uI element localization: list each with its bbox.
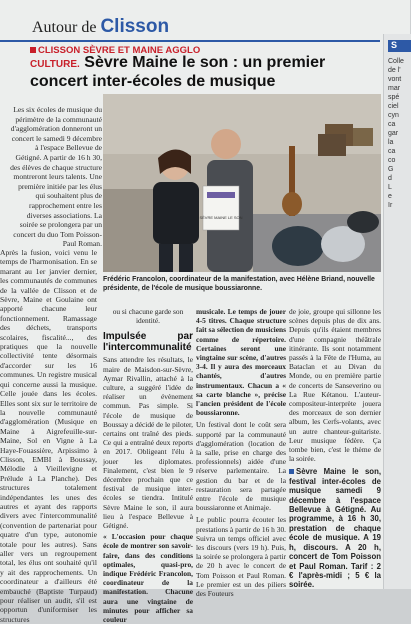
sidebar-line: Ir xyxy=(388,202,393,209)
sidebar-line: e xyxy=(388,193,392,200)
info-box xyxy=(289,467,381,589)
section-town: Clisson xyxy=(100,16,170,37)
photo-caption: Frédéric Francolon, coordinateur de la manifestation, avec Hélène Briand, nouvelle présidente, de l'école de musique boussiaronne. xyxy=(103,276,375,292)
sidebar-line: vont xyxy=(388,76,402,83)
headline-title: Sèvre Maine le son : un premier concert inter-écoles de musique xyxy=(30,54,326,90)
sidebar-line: spé xyxy=(388,94,400,101)
info-title: Sèvre Maine le son, festival inter-écoles de musique xyxy=(289,467,381,496)
intro-paragraph: Les six écoles de musique du périmètre de la communauté d'agglomération donneront un concert le samedi 9 décembre à l'espace Bellevue de Gétigné. A partir de 16 h 30, des élèves de chaque structure montreront leurs talents. Une première initiée par les élus qui souhaitent plus de rapprochement entre les diverses associations. La soirée se prolongera par un concert du duo Tom Poisson-Paul Roman. xyxy=(10,105,102,249)
column-2 xyxy=(103,307,193,624)
sidebar-tab: S xyxy=(388,40,411,52)
sidebar-line: Colle xyxy=(388,58,404,65)
sidebar-line: L xyxy=(388,184,392,191)
column-4 xyxy=(289,307,381,590)
sidebar-line: G xyxy=(388,166,394,173)
sidebar-line: de l' xyxy=(388,67,401,74)
column-2-paragraph-2: « L'occasion pour chaque école de montrer son savoir-faire, dans des conditions optimales, quasi-pro, indique Frédéric Francolon, coordinateur de la manifestation. Chacune aura une vingtaine de minutes pour afficher sa couleur xyxy=(103,532,193,624)
article-headline xyxy=(30,54,380,90)
sidebar-line: co xyxy=(388,157,396,164)
article-kicker: CLISSON SÈVRE ET MAINE AGGLO xyxy=(30,45,200,56)
info-text: samedi 9 décembre à l'espace Bellevue à Gétigné. Au programme, à 16 h 30, prestation de chaque école de musique. A 19 h, discours. A 20 h, concert de Tom Poisson et Paul Roman. Tarif : 2 € l'après-midi ; 5 € la soirée. xyxy=(289,486,382,590)
subhead-intercommunalite: Impulsée par l'intercommunalité xyxy=(103,331,193,354)
column-3-paragraph-1: musicale. Le temps de jouer 4-5 titres. Chaque structure fait sa sélection de musiciens comme de répertoire. Certaines seront une vingtaine sur scène, d'autres 3-4. Il y aura des morceaux chantés, d'autres instrumentaux. Chacun a « sa carte blanche », précise l'ancien président de l'école boussiaronne. xyxy=(196,307,286,418)
sidebar-line: la xyxy=(388,139,394,146)
column-1-text: Après la fusion, voici venu le temps de l'harmonisation. En se marant au 1er janvier dernier, les communautés de communes de la vallée de Clisson et de Sèvre, Maine et Goulaine ont apporté chacune leur fonctionnement. Ramassage des déchets, transports scolaires, fiscalité..., des pratiques que la nouvelle collectivité tente désormais d'accorder sur les 16 communes. Un registre musical qui concerne aussi la musique. Celle jouée dans les écoles. Elles sont six sur le territoire de la nouvelle communauté d'agglomération (Musique en Maine à Aigrefeuille-sur-Maine, Sol en Vigne à La Haye-Fouassière, Arpissimo à Clisson, EMBI à Boussay, Mélodie à Vieillevigne et Prélude à La Planche). Des structures totalement indépendantes les unes des autres et ayant des rapports divers avec l'intercommunalité (convention de partenariat pour quatre d'un type, autonomie totale pour les autres). Sans aller vers un regroupement total, les élus ont souhaité qu'il y ait des rapprochements. Un coordinateur a d'ailleurs été embauché (Baptiste Turpaud) pour réaliser un audit, s'il est opportun d'uniformiser les structures xyxy=(0,248,97,624)
sidebar-line: ca xyxy=(388,121,396,128)
info-square-icon xyxy=(289,469,294,474)
sidebar-line: cyn xyxy=(388,112,399,119)
sidebar-line: gar xyxy=(388,130,399,137)
column-2-lead: ou si chacune garde son identité. xyxy=(112,307,184,326)
column-3-paragraph-3: Le public pourra écouter les prestations à partir de 16 h 30. Suivra un temps officiel avec les discours (vers 19 h). Puis, la soirée se prolongera à partir de 20 h avec le concert de Tom Poisson et Paul Roman. Le premier est un des piliers des Fouteurs xyxy=(196,515,286,599)
article-photo xyxy=(103,94,381,272)
sidebar-line: ciel xyxy=(388,103,399,110)
section-prefix: Autour de xyxy=(32,19,97,36)
rubric-label: CULTURE. xyxy=(30,59,80,70)
kicker-square-icon xyxy=(30,47,36,53)
header-rule xyxy=(0,40,380,42)
sidebar-line: mar xyxy=(388,85,401,92)
section-title xyxy=(32,16,169,38)
adjacent-column xyxy=(383,34,411,589)
sidebar-line: ca xyxy=(388,148,396,155)
column-3-paragraph-2: Un festival dont le coût sera supporté par la communauté d'agglomération (location de la salle, prise en charge des professionnels) aidée d'une réserve parlementaire. La gestion du bar et de la restauration sera partagée entre l'école de musique boussiaronne et Animaje. xyxy=(196,420,286,513)
poster-text: SÈVRE MAINE LE SON xyxy=(199,215,243,220)
photo-illustration xyxy=(103,94,381,272)
column-2-paragraph-1: Sans attendre les résultats, le maire de Maisdon-sur-Sèvre, Aymar Rivallin, attaché à la culture, a suggéré l'idée de réaliser un évènement commun. Pas simple. Si l'école de musique de Boussay a décidé de le piloter, certains ont traîné des pieds. Ce qui a entraîné deux reports en 2017. Obligeant l'élu à jouer les diplomates. Finalement, c'est bien le 9 décembre prochain que ce festival de musique inter-écoles se tiendra. Intitulé Sèvre Maine le son, il aura lieu à l'espace Bellevue à Gétigné. xyxy=(103,355,194,531)
sidebar-line: d xyxy=(388,175,392,182)
section-header xyxy=(0,14,410,38)
column-3 xyxy=(196,307,286,598)
column-4-paragraph-1: de joie, groupe qui sillonne les scènes depuis plus de dix ans. Depuis qu'ils étaient membres d'une compagnie théâtrale itinérante. Ils sont notamment passés à la Fête de l'Huma, au Bataclan et au Divan du Monde, ou en première partie de concerts de Sanseverino ou La Rue Kétanou. L'auteur-compositeur-interprète jouera des morceaux de son dernier album, les Cerfs-volants, avec un autre chanteur-guitariste. Leur musique fédère. Ça tombe bien, c'est le thème de la soirée. xyxy=(289,307,381,464)
